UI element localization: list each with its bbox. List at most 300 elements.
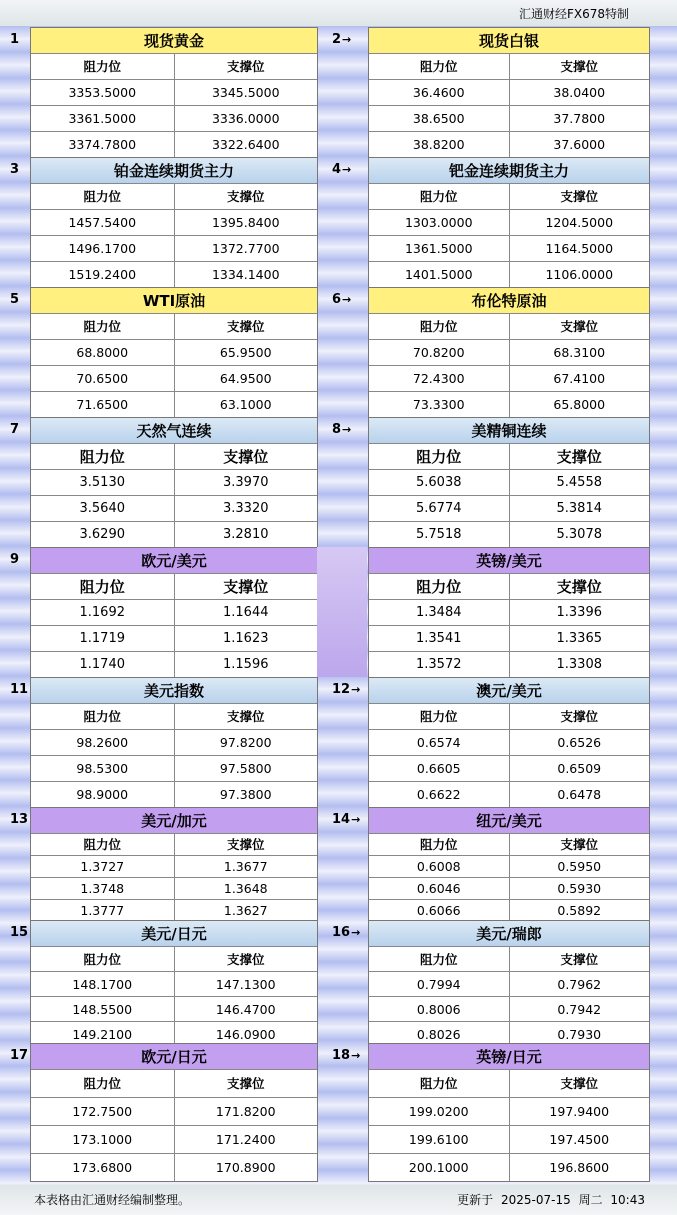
panel-number: [10, 552, 19, 568]
table-row: [31, 391, 317, 417]
table-row: [369, 1125, 649, 1153]
panel-header-row: [31, 703, 317, 729]
resistance-value: 0.8026: [416, 1027, 461, 1042]
panel-header-row: [369, 703, 649, 729]
resistance-header: 阻力位: [419, 189, 458, 204]
table-row: [31, 365, 317, 391]
panel-title: 铂金连续期货主力: [31, 157, 317, 183]
panel-header-row: [369, 183, 649, 209]
resistance-value: 172.7500: [72, 1104, 133, 1119]
resistance-value: 0.6008: [416, 859, 461, 874]
panel-number-text: 15: [10, 925, 29, 940]
support-header: 支撑位: [174, 184, 318, 209]
table-row: [31, 877, 317, 899]
table-row: [369, 79, 649, 105]
panel-title: WTI原油: [31, 287, 317, 313]
resistance-value: 3.6290: [79, 527, 125, 542]
panel-number: [332, 32, 351, 48]
panel-number-text: 6: [332, 292, 342, 307]
panel-title: 澳元/美元: [369, 677, 649, 703]
panel-number: [332, 1048, 360, 1064]
support-header: 支撑位: [509, 947, 650, 971]
support-value: 3322.6400: [174, 132, 318, 157]
table-row: [31, 469, 317, 495]
panel-header-row: [369, 946, 649, 971]
support-value: 5.3814: [509, 496, 650, 521]
support-value: 3.2810: [174, 522, 318, 547]
resistance-header: 阻力位: [79, 578, 125, 596]
table-row: [31, 495, 317, 521]
resistance-value: 71.6500: [76, 397, 129, 412]
resistance-header: 阻力位: [79, 448, 125, 466]
panel-number-text: 12: [332, 682, 351, 697]
support-header: 支撑位: [509, 574, 650, 599]
support-value: 0.5950: [509, 856, 650, 877]
support-value: 171.8200: [174, 1098, 318, 1125]
panel-number: [10, 925, 28, 941]
support-header: 支撑位: [174, 54, 318, 79]
panel-header-row: [31, 946, 317, 971]
arrow-icon: →: [351, 813, 361, 826]
table-row: [369, 1153, 649, 1181]
quote-panel-13: [30, 807, 318, 922]
table-row: [31, 235, 317, 261]
resistance-value: 199.0200: [408, 1104, 469, 1119]
support-value: 0.6478: [509, 782, 650, 807]
table-row: [369, 495, 649, 521]
resistance-value: 148.1700: [72, 977, 133, 992]
resistance-header: 阻力位: [83, 952, 121, 967]
support-value: 37.7800: [509, 106, 650, 131]
panel-header-row: [31, 443, 317, 469]
support-value: 196.8600: [509, 1154, 650, 1181]
resistance-value: 38.8200: [412, 137, 465, 152]
resistance-value: 0.6066: [416, 903, 461, 918]
resistance-value: 199.6100: [408, 1132, 469, 1147]
panel-number-text: 8: [332, 422, 342, 437]
panel-title: 天然气连续: [31, 417, 317, 443]
support-value: 1.1596: [174, 652, 318, 677]
resistance-value: 1519.2400: [68, 267, 137, 282]
middle-strip: [317, 547, 367, 677]
table-row: [369, 877, 649, 899]
panel-number-text: 17: [10, 1048, 29, 1063]
support-value: 1.1623: [174, 626, 318, 651]
support-value: 1.3677: [174, 856, 318, 877]
table-row: [31, 261, 317, 287]
support-value: 1372.7700: [174, 236, 318, 261]
support-value: 97.5800: [174, 756, 318, 781]
footer-note: 本表格由汇通财经编制整理。: [34, 1193, 191, 1207]
resistance-value: 70.8200: [412, 345, 465, 360]
resistance-value: 1.3484: [416, 605, 462, 620]
resistance-value: 1.3777: [80, 903, 125, 918]
panel-title: 美元指数: [31, 677, 317, 703]
support-value: 170.8900: [174, 1154, 318, 1181]
quote-panel-15: [30, 920, 318, 1047]
header-title: 汇通财经FX678特制: [518, 7, 629, 21]
panel-number: [332, 682, 360, 698]
page-footer: [0, 1185, 677, 1215]
table-row: [369, 365, 649, 391]
resistance-value: 98.5300: [76, 761, 129, 776]
support-value: 197.4500: [509, 1126, 650, 1153]
table-row: [369, 1097, 649, 1125]
table-row: [31, 209, 317, 235]
resistance-header: 阻力位: [419, 319, 458, 334]
support-header: 支撑位: [174, 704, 318, 729]
resistance-value: 38.6500: [412, 111, 465, 126]
table-row: [369, 235, 649, 261]
resistance-header: 阻力位: [416, 448, 462, 466]
panel-number: [332, 292, 351, 308]
update-time: 10:43: [610, 1193, 645, 1207]
panel-title: 欧元/日元: [31, 1043, 317, 1069]
resistance-value: 98.9000: [76, 787, 129, 802]
table-row: [369, 899, 649, 921]
table-row: [369, 391, 649, 417]
panel-number: [332, 162, 351, 178]
support-value: 1106.0000: [509, 262, 650, 287]
table-row: [31, 599, 317, 625]
panel-title: 美元/瑞郎: [369, 920, 649, 946]
table-row: [31, 521, 317, 547]
resistance-value: 1.3572: [416, 657, 462, 672]
table-row: [31, 339, 317, 365]
support-value: 65.8000: [509, 392, 650, 417]
support-value: 1.3365: [509, 626, 650, 651]
quote-panel-5: [30, 287, 318, 418]
footer-update: [453, 1191, 645, 1208]
support-value: 3.3320: [174, 496, 318, 521]
table-row: [369, 105, 649, 131]
resistance-value: 1.3727: [80, 859, 125, 874]
arrow-icon: →: [351, 1049, 361, 1062]
update-weekday: 周二: [578, 1193, 603, 1207]
table-row: [369, 996, 649, 1021]
support-header: 支撑位: [174, 444, 318, 469]
resistance-value: 0.6046: [416, 881, 461, 896]
panel-number-text: 9: [10, 552, 20, 567]
panel-number-text: 2: [332, 32, 342, 47]
resistance-header: 阻力位: [419, 59, 458, 74]
support-value: 171.2400: [174, 1126, 318, 1153]
resistance-value: 1361.5000: [404, 241, 473, 256]
quote-panel-8: [368, 417, 650, 548]
support-value: 1.1644: [174, 600, 318, 625]
resistance-value: 5.6038: [416, 475, 462, 490]
support-value: 197.9400: [509, 1098, 650, 1125]
panel-header-row: [31, 183, 317, 209]
resistance-header: 阻力位: [83, 59, 121, 74]
support-value: 0.7942: [509, 997, 650, 1021]
support-header: 支撑位: [509, 704, 650, 729]
table-row: [31, 105, 317, 131]
table-row: [31, 971, 317, 996]
panel-header-row: [369, 53, 649, 79]
support-value: 1395.8400: [174, 210, 318, 235]
panel-title: 现货白银: [369, 27, 649, 53]
support-header: 支撑位: [174, 834, 318, 855]
table-row: [31, 625, 317, 651]
table-row: [369, 131, 649, 157]
panel-title: 美元/加元: [31, 807, 317, 833]
resistance-value: 148.5500: [72, 1002, 133, 1017]
support-value: 64.9500: [174, 366, 318, 391]
panel-number: [332, 422, 351, 438]
support-value: 0.5930: [509, 878, 650, 899]
table-row: [369, 729, 649, 755]
support-value: 1.3627: [174, 900, 318, 921]
panel-header-row: [31, 573, 317, 599]
support-value: 1334.1400: [174, 262, 318, 287]
resistance-header: 阻力位: [416, 578, 462, 596]
support-value: 1164.5000: [509, 236, 650, 261]
support-header: 支撑位: [509, 1070, 650, 1097]
resistance-value: 5.7518: [416, 527, 462, 542]
support-header: 支撑位: [509, 444, 650, 469]
resistance-value: 68.8000: [76, 345, 129, 360]
support-header: 支撑位: [509, 184, 650, 209]
resistance-value: 1401.5000: [404, 267, 473, 282]
quote-panel-1: [30, 27, 318, 158]
support-value: 3.3970: [174, 470, 318, 495]
panel-number-text: 7: [10, 422, 20, 437]
panel-number: [10, 812, 28, 828]
support-value: 0.6509: [509, 756, 650, 781]
support-value: 37.6000: [509, 132, 650, 157]
resistance-value: 1.3748: [80, 881, 125, 896]
table-row: [31, 651, 317, 677]
support-value: 63.1000: [174, 392, 318, 417]
quote-panel-14: [368, 807, 650, 922]
resistance-value: 0.7994: [416, 977, 461, 992]
quote-panel-6: [368, 287, 650, 418]
resistance-value: 72.4300: [412, 371, 465, 386]
support-value: 1.3648: [174, 878, 318, 899]
quote-panel-17: [30, 1043, 318, 1182]
resistance-value: 36.4600: [412, 85, 465, 100]
support-header: 支撑位: [174, 574, 318, 599]
arrow-icon: →: [342, 163, 352, 176]
table-row: [369, 209, 649, 235]
panel-title: 英镑/美元: [369, 547, 649, 573]
panel-number: [10, 32, 19, 48]
table-row: [31, 1097, 317, 1125]
support-value: 146.0900: [174, 1022, 318, 1046]
panel-number-text: 18: [332, 1048, 351, 1063]
panel-title: 现货黄金: [31, 27, 317, 53]
resistance-header: 阻力位: [83, 1076, 121, 1091]
panel-number: [332, 925, 360, 941]
resistance-value: 173.1000: [72, 1132, 133, 1147]
panel-title: 钯金连续期货主力: [369, 157, 649, 183]
panel-header-row: [31, 53, 317, 79]
table-row: [31, 899, 317, 921]
support-value: 3345.5000: [174, 80, 318, 105]
page-header: [0, 0, 677, 26]
resistance-value: 3.5130: [79, 475, 125, 490]
support-value: 3336.0000: [174, 106, 318, 131]
panel-header-row: [369, 573, 649, 599]
panel-header-row: [369, 443, 649, 469]
panel-header-row: [31, 1069, 317, 1097]
table-row: [369, 599, 649, 625]
resistance-value: 0.6605: [416, 761, 461, 776]
resistance-value: 3374.7800: [68, 137, 137, 152]
quote-panel-11: [30, 677, 318, 808]
panel-number: [10, 422, 19, 438]
panel-number-text: 5: [10, 292, 20, 307]
table-row: [369, 469, 649, 495]
support-header: 支撑位: [509, 834, 650, 855]
support-value: 65.9500: [174, 340, 318, 365]
resistance-value: 70.6500: [76, 371, 129, 386]
support-value: 5.4558: [509, 470, 650, 495]
support-value: 38.0400: [509, 80, 650, 105]
resistance-value: 98.2600: [76, 735, 129, 750]
table-row: [31, 131, 317, 157]
panel-header-row: [369, 1069, 649, 1097]
panel-title: 美元/日元: [31, 920, 317, 946]
resistance-header: 阻力位: [83, 189, 121, 204]
resistance-header: 阻力位: [83, 837, 121, 852]
resistance-header: 阻力位: [419, 952, 458, 967]
resistance-value: 1496.1700: [68, 241, 137, 256]
quote-panel-3: [30, 157, 318, 288]
resistance-value: 1.1740: [79, 657, 125, 672]
arrow-icon: →: [351, 683, 361, 696]
support-value: 0.5892: [509, 900, 650, 921]
panel-title: 欧元/美元: [31, 547, 317, 573]
resistance-value: 1457.5400: [68, 215, 137, 230]
support-value: 5.3078: [509, 522, 650, 547]
resistance-value: 5.6774: [416, 501, 462, 516]
panel-title: 英镑/日元: [369, 1043, 649, 1069]
arrow-icon: →: [342, 33, 352, 46]
panel-number-text: 4: [332, 162, 342, 177]
quote-panel-9: [30, 547, 318, 678]
resistance-value: 149.2100: [72, 1027, 133, 1042]
quote-panel-2: [368, 27, 650, 158]
support-value: 146.4700: [174, 997, 318, 1021]
table-row: [31, 781, 317, 807]
resistance-value: 0.8006: [416, 1002, 461, 1017]
resistance-header: 阻力位: [419, 1076, 458, 1091]
quote-panel-12: [368, 677, 650, 808]
panel-header-row: [369, 833, 649, 855]
resistance-value: 3361.5000: [68, 111, 137, 126]
arrow-icon: →: [351, 926, 361, 939]
table-row: [369, 971, 649, 996]
table-row: [31, 1153, 317, 1181]
table-row: [31, 996, 317, 1021]
resistance-value: 3.5640: [79, 501, 125, 516]
panel-title: 美精铜连续: [369, 417, 649, 443]
panel-header-row: [369, 313, 649, 339]
panel-number-text: 3: [10, 162, 20, 177]
support-header: 支撑位: [174, 1070, 318, 1097]
support-value: 67.4100: [509, 366, 650, 391]
support-header: 支撑位: [174, 314, 318, 339]
quote-panel-10: [368, 547, 650, 678]
table-row: [369, 781, 649, 807]
support-value: 1204.5000: [509, 210, 650, 235]
table-row: [31, 755, 317, 781]
support-value: 147.1300: [174, 972, 318, 996]
arrow-icon: →: [342, 423, 352, 436]
panel-number-text: 11: [10, 682, 29, 697]
support-header: 支撑位: [509, 54, 650, 79]
support-value: 97.3800: [174, 782, 318, 807]
resistance-value: 0.6622: [416, 787, 461, 802]
resistance-value: 200.1000: [408, 1160, 469, 1175]
support-value: 0.7962: [509, 972, 650, 996]
table-row: [31, 79, 317, 105]
resistance-header: 阻力位: [83, 319, 121, 334]
panel-number: [332, 812, 360, 828]
table-row: [369, 855, 649, 877]
panel-number: [10, 162, 19, 178]
table-row: [369, 651, 649, 677]
support-value: 1.3396: [509, 600, 650, 625]
table-row: [369, 261, 649, 287]
support-header: 支撑位: [174, 947, 318, 971]
support-value: 0.6526: [509, 730, 650, 755]
table-row: [31, 855, 317, 877]
quote-panel-4: [368, 157, 650, 288]
table-row: [369, 521, 649, 547]
panel-number: [10, 292, 19, 308]
panel-title: 布伦特原油: [369, 287, 649, 313]
quote-panel-16: [368, 920, 650, 1047]
support-value: 1.3308: [509, 652, 650, 677]
table-row: [369, 755, 649, 781]
resistance-value: 1303.0000: [404, 215, 473, 230]
panel-number-text: 1: [10, 32, 20, 47]
table-row: [369, 625, 649, 651]
table-row: [31, 1125, 317, 1153]
update-date: 2025-07-15: [500, 1193, 571, 1207]
table-row: [31, 729, 317, 755]
panel-number-text: 13: [10, 812, 29, 827]
panel-number: [10, 1048, 28, 1064]
panel-title: 纽元/美元: [369, 807, 649, 833]
update-label: 更新于: [457, 1193, 494, 1207]
resistance-value: 1.1719: [79, 631, 125, 646]
quote-panel-18: [368, 1043, 650, 1182]
resistance-value: 73.3300: [412, 397, 465, 412]
table-row: [369, 339, 649, 365]
panel-number-text: 16: [332, 925, 351, 940]
support-value: 97.8200: [174, 730, 318, 755]
resistance-header: 阻力位: [83, 709, 121, 724]
support-value: 0.7930: [509, 1022, 650, 1046]
arrow-icon: →: [342, 293, 352, 306]
resistance-value: 1.1692: [79, 605, 125, 620]
resistance-header: 阻力位: [419, 837, 458, 852]
support-header: 支撑位: [509, 314, 650, 339]
panel-header-row: [31, 833, 317, 855]
quote-panel-7: [30, 417, 318, 548]
resistance-value: 0.6574: [416, 735, 461, 750]
resistance-value: 3353.5000: [68, 85, 137, 100]
resistance-value: 1.3541: [416, 631, 462, 646]
panel-number: [10, 682, 28, 698]
resistance-header: 阻力位: [419, 709, 458, 724]
panel-header-row: [31, 313, 317, 339]
resistance-value: 173.6800: [72, 1160, 133, 1175]
